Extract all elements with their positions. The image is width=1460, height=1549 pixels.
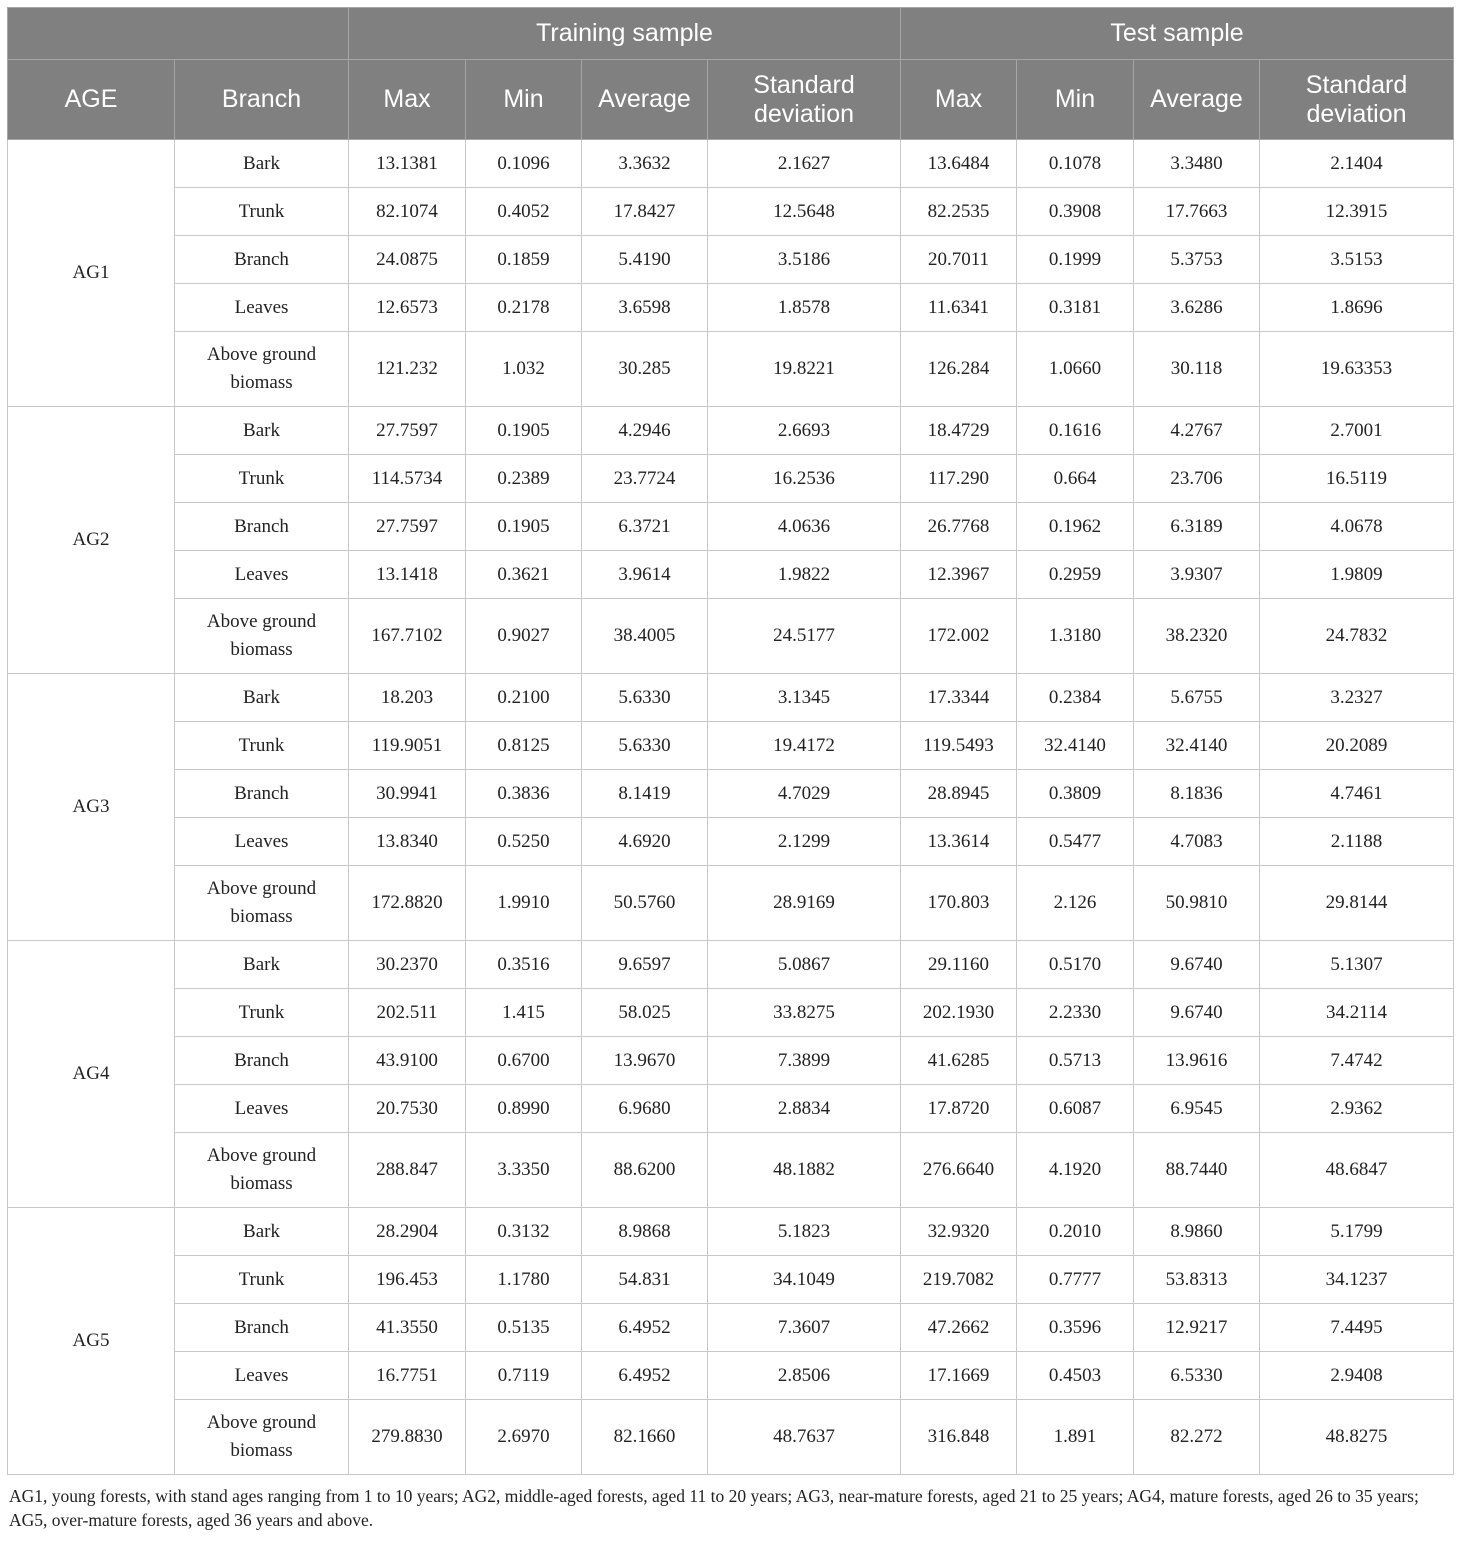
test-max-cell: 119.5493 xyxy=(901,722,1017,770)
train-sd-cell: 5.0867 xyxy=(708,941,901,989)
train-min-cell: 0.3621 xyxy=(466,551,582,599)
train-average-cell: 58.025 xyxy=(582,989,708,1037)
age-group-cell: AG4 xyxy=(8,941,175,1208)
test-sd-cell: 12.3915 xyxy=(1260,188,1454,236)
train-min-cell: 0.3132 xyxy=(466,1208,582,1256)
table-row xyxy=(8,599,1454,674)
header-test-sample: Test sample xyxy=(901,8,1454,60)
table-row xyxy=(8,140,1454,188)
test-max-cell: 172.002 xyxy=(901,599,1017,674)
test-min-cell: 1.891 xyxy=(1017,1400,1134,1475)
train-min-cell: 0.1905 xyxy=(466,503,582,551)
train-average-cell: 4.6920 xyxy=(582,818,708,866)
test-max-cell: 276.6640 xyxy=(901,1133,1017,1208)
train-sd-cell: 3.5186 xyxy=(708,236,901,284)
branch-cell: Bark xyxy=(175,407,349,455)
train-max-cell: 41.3550 xyxy=(349,1304,466,1352)
train-sd-cell: 2.1627 xyxy=(708,140,901,188)
age-group-cell: AG2 xyxy=(8,407,175,674)
train-min-cell: 1.9910 xyxy=(466,866,582,941)
train-average-cell: 54.831 xyxy=(582,1256,708,1304)
table-row xyxy=(8,1256,1454,1304)
header-test-min: Min xyxy=(1017,60,1134,140)
test-average-cell: 50.9810 xyxy=(1134,866,1260,941)
train-min-cell: 0.5135 xyxy=(466,1304,582,1352)
test-sd-cell: 34.2114 xyxy=(1260,989,1454,1037)
header-row-columns xyxy=(8,60,1454,140)
train-average-cell: 88.6200 xyxy=(582,1133,708,1208)
test-average-cell: 30.118 xyxy=(1134,332,1260,407)
branch-cell: Bark xyxy=(175,1208,349,1256)
train-max-cell: 196.453 xyxy=(349,1256,466,1304)
train-average-cell: 50.5760 xyxy=(582,866,708,941)
test-min-cell: 0.1962 xyxy=(1017,503,1134,551)
test-sd-cell: 2.9408 xyxy=(1260,1352,1454,1400)
branch-cell: Trunk xyxy=(175,1256,349,1304)
header-blank-cell xyxy=(8,8,349,60)
test-max-cell: 316.848 xyxy=(901,1400,1017,1475)
train-sd-cell: 1.9822 xyxy=(708,551,901,599)
train-average-cell: 17.8427 xyxy=(582,188,708,236)
age-group-cell: AG3 xyxy=(8,674,175,941)
branch-cell: Trunk xyxy=(175,455,349,503)
train-min-cell: 0.7119 xyxy=(466,1352,582,1400)
table-row xyxy=(8,1133,1454,1208)
table-row xyxy=(8,503,1454,551)
test-max-cell: 17.3344 xyxy=(901,674,1017,722)
train-min-cell: 0.9027 xyxy=(466,599,582,674)
branch-cell: Leaves xyxy=(175,1085,349,1133)
test-average-cell: 38.2320 xyxy=(1134,599,1260,674)
test-average-cell: 82.272 xyxy=(1134,1400,1260,1475)
train-max-cell: 172.8820 xyxy=(349,866,466,941)
header-row-groups xyxy=(8,8,1454,60)
branch-cell: Leaves xyxy=(175,818,349,866)
test-min-cell: 1.3180 xyxy=(1017,599,1134,674)
train-sd-cell: 48.1882 xyxy=(708,1133,901,1208)
table-row xyxy=(8,866,1454,941)
test-average-cell: 13.9616 xyxy=(1134,1037,1260,1085)
train-min-cell: 3.3350 xyxy=(466,1133,582,1208)
train-min-cell: 1.415 xyxy=(466,989,582,1037)
test-average-cell: 32.4140 xyxy=(1134,722,1260,770)
test-average-cell: 6.3189 xyxy=(1134,503,1260,551)
branch-cell: Branch xyxy=(175,1304,349,1352)
test-average-cell: 5.3753 xyxy=(1134,236,1260,284)
test-average-cell: 9.6740 xyxy=(1134,941,1260,989)
test-average-cell: 6.9545 xyxy=(1134,1085,1260,1133)
test-max-cell: 82.2535 xyxy=(901,188,1017,236)
test-max-cell: 18.4729 xyxy=(901,407,1017,455)
train-sd-cell: 4.0636 xyxy=(708,503,901,551)
train-min-cell: 0.2100 xyxy=(466,674,582,722)
train-average-cell: 6.4952 xyxy=(582,1352,708,1400)
test-sd-cell: 3.2327 xyxy=(1260,674,1454,722)
train-average-cell: 5.6330 xyxy=(582,674,708,722)
train-max-cell: 43.9100 xyxy=(349,1037,466,1085)
train-sd-cell: 7.3607 xyxy=(708,1304,901,1352)
train-average-cell: 8.9868 xyxy=(582,1208,708,1256)
train-sd-cell: 4.7029 xyxy=(708,770,901,818)
header-age: AGE xyxy=(8,60,175,140)
test-min-cell: 0.2010 xyxy=(1017,1208,1134,1256)
table-header xyxy=(8,8,1454,140)
table-row xyxy=(8,1400,1454,1475)
age-group-cell: AG5 xyxy=(8,1208,175,1475)
test-average-cell: 12.9217 xyxy=(1134,1304,1260,1352)
table-footnote: AG1, young forests, with stand ages ranging from 1 to 10 years; AG2, middle-aged forests, aged 11 to 20 years; AG3, near-mature forests, aged 21 to 25 years; AG4, mature forests, aged 26 to 35 years; AG5, over-mature forests, aged 36 years and above. xyxy=(9,1486,1419,1530)
train-min-cell: 0.1905 xyxy=(466,407,582,455)
test-average-cell: 8.1836 xyxy=(1134,770,1260,818)
table-container xyxy=(7,7,1453,1532)
test-average-cell: 8.9860 xyxy=(1134,1208,1260,1256)
biomass-statistics-table xyxy=(7,7,1454,1475)
table-row xyxy=(8,407,1454,455)
train-max-cell: 12.6573 xyxy=(349,284,466,332)
test-average-cell: 3.9307 xyxy=(1134,551,1260,599)
train-max-cell: 28.2904 xyxy=(349,1208,466,1256)
test-min-cell: 32.4140 xyxy=(1017,722,1134,770)
age-group-cell: AG1 xyxy=(8,140,175,407)
test-sd-cell: 2.7001 xyxy=(1260,407,1454,455)
test-min-cell: 0.6087 xyxy=(1017,1085,1134,1133)
test-min-cell: 0.3596 xyxy=(1017,1304,1134,1352)
test-max-cell: 13.6484 xyxy=(901,140,1017,188)
train-min-cell: 0.3516 xyxy=(466,941,582,989)
train-min-cell: 0.8125 xyxy=(466,722,582,770)
train-min-cell: 0.6700 xyxy=(466,1037,582,1085)
table-row xyxy=(8,188,1454,236)
test-min-cell: 0.4503 xyxy=(1017,1352,1134,1400)
test-max-cell: 29.1160 xyxy=(901,941,1017,989)
test-min-cell: 0.5713 xyxy=(1017,1037,1134,1085)
train-min-cell: 0.2178 xyxy=(466,284,582,332)
test-max-cell: 11.6341 xyxy=(901,284,1017,332)
branch-cell: Bark xyxy=(175,140,349,188)
test-average-cell: 4.2767 xyxy=(1134,407,1260,455)
train-sd-cell: 12.5648 xyxy=(708,188,901,236)
train-sd-cell: 24.5177 xyxy=(708,599,901,674)
test-max-cell: 13.3614 xyxy=(901,818,1017,866)
test-min-cell: 4.1920 xyxy=(1017,1133,1134,1208)
test-min-cell: 0.3181 xyxy=(1017,284,1134,332)
table-row xyxy=(8,284,1454,332)
branch-cell: Branch xyxy=(175,1037,349,1085)
branch-cell: Above ground biomass xyxy=(175,1133,349,1208)
train-sd-cell: 2.6693 xyxy=(708,407,901,455)
test-max-cell: 32.9320 xyxy=(901,1208,1017,1256)
train-sd-cell: 2.1299 xyxy=(708,818,901,866)
train-average-cell: 6.3721 xyxy=(582,503,708,551)
test-min-cell: 0.3908 xyxy=(1017,188,1134,236)
test-min-cell: 2.2330 xyxy=(1017,989,1134,1037)
test-sd-cell: 3.5153 xyxy=(1260,236,1454,284)
train-max-cell: 119.9051 xyxy=(349,722,466,770)
table-row xyxy=(8,332,1454,407)
header-training-sample: Training sample xyxy=(349,8,901,60)
table-row xyxy=(8,674,1454,722)
train-average-cell: 6.4952 xyxy=(582,1304,708,1352)
train-sd-cell: 16.2536 xyxy=(708,455,901,503)
branch-cell: Branch xyxy=(175,770,349,818)
test-max-cell: 17.1669 xyxy=(901,1352,1017,1400)
train-min-cell: 0.4052 xyxy=(466,188,582,236)
train-max-cell: 13.8340 xyxy=(349,818,466,866)
train-sd-cell: 48.7637 xyxy=(708,1400,901,1475)
train-average-cell: 5.4190 xyxy=(582,236,708,284)
test-sd-cell: 7.4742 xyxy=(1260,1037,1454,1085)
test-sd-cell: 29.8144 xyxy=(1260,866,1454,941)
test-sd-cell: 4.7461 xyxy=(1260,770,1454,818)
test-sd-cell: 2.1404 xyxy=(1260,140,1454,188)
header-test-max: Max xyxy=(901,60,1017,140)
header-branch: Branch xyxy=(175,60,349,140)
test-min-cell: 0.1078 xyxy=(1017,140,1134,188)
test-min-cell: 0.1616 xyxy=(1017,407,1134,455)
train-min-cell: 2.6970 xyxy=(466,1400,582,1475)
train-average-cell: 3.9614 xyxy=(582,551,708,599)
train-max-cell: 13.1418 xyxy=(349,551,466,599)
table-row xyxy=(8,770,1454,818)
train-sd-cell: 5.1823 xyxy=(708,1208,901,1256)
train-sd-cell: 2.8506 xyxy=(708,1352,901,1400)
train-average-cell: 3.3632 xyxy=(582,140,708,188)
test-max-cell: 28.8945 xyxy=(901,770,1017,818)
train-max-cell: 82.1074 xyxy=(349,188,466,236)
train-sd-cell: 1.8578 xyxy=(708,284,901,332)
test-average-cell: 6.5330 xyxy=(1134,1352,1260,1400)
test-min-cell: 1.0660 xyxy=(1017,332,1134,407)
test-sd-cell: 34.1237 xyxy=(1260,1256,1454,1304)
train-average-cell: 38.4005 xyxy=(582,599,708,674)
train-sd-cell: 28.9169 xyxy=(708,866,901,941)
train-max-cell: 18.203 xyxy=(349,674,466,722)
train-min-cell: 1.032 xyxy=(466,332,582,407)
table-body xyxy=(8,140,1454,1475)
train-sd-cell: 2.8834 xyxy=(708,1085,901,1133)
test-max-cell: 26.7768 xyxy=(901,503,1017,551)
train-average-cell: 3.6598 xyxy=(582,284,708,332)
test-sd-cell: 24.7832 xyxy=(1260,599,1454,674)
test-max-cell: 47.2662 xyxy=(901,1304,1017,1352)
train-max-cell: 20.7530 xyxy=(349,1085,466,1133)
branch-cell: Trunk xyxy=(175,188,349,236)
header-train-sd: Standard deviation xyxy=(708,60,901,140)
test-min-cell: 0.7777 xyxy=(1017,1256,1134,1304)
train-max-cell: 13.1381 xyxy=(349,140,466,188)
train-max-cell: 288.847 xyxy=(349,1133,466,1208)
header-train-min: Min xyxy=(466,60,582,140)
test-sd-cell: 20.2089 xyxy=(1260,722,1454,770)
branch-cell: Above ground biomass xyxy=(175,1400,349,1475)
test-min-cell: 0.3809 xyxy=(1017,770,1134,818)
branch-cell: Leaves xyxy=(175,284,349,332)
train-max-cell: 202.511 xyxy=(349,989,466,1037)
test-average-cell: 53.8313 xyxy=(1134,1256,1260,1304)
branch-cell: Above ground biomass xyxy=(175,332,349,407)
test-average-cell: 3.6286 xyxy=(1134,284,1260,332)
test-min-cell: 0.5477 xyxy=(1017,818,1134,866)
table-row xyxy=(8,1352,1454,1400)
test-average-cell: 88.7440 xyxy=(1134,1133,1260,1208)
train-min-cell: 0.1859 xyxy=(466,236,582,284)
test-max-cell: 219.7082 xyxy=(901,1256,1017,1304)
train-min-cell: 1.1780 xyxy=(466,1256,582,1304)
test-min-cell: 0.5170 xyxy=(1017,941,1134,989)
branch-cell: Branch xyxy=(175,503,349,551)
train-max-cell: 279.8830 xyxy=(349,1400,466,1475)
train-max-cell: 121.232 xyxy=(349,332,466,407)
branch-cell: Leaves xyxy=(175,551,349,599)
train-max-cell: 30.2370 xyxy=(349,941,466,989)
test-max-cell: 202.1930 xyxy=(901,989,1017,1037)
branch-cell: Above ground biomass xyxy=(175,866,349,941)
table-row xyxy=(8,989,1454,1037)
branch-cell: Above ground biomass xyxy=(175,599,349,674)
test-sd-cell: 48.8275 xyxy=(1260,1400,1454,1475)
table-row xyxy=(8,1037,1454,1085)
train-sd-cell: 34.1049 xyxy=(708,1256,901,1304)
train-average-cell: 9.6597 xyxy=(582,941,708,989)
branch-cell: Branch xyxy=(175,236,349,284)
train-max-cell: 27.7597 xyxy=(349,503,466,551)
test-max-cell: 126.284 xyxy=(901,332,1017,407)
test-min-cell: 2.126 xyxy=(1017,866,1134,941)
table-row xyxy=(8,1208,1454,1256)
test-sd-cell: 19.63353 xyxy=(1260,332,1454,407)
header-test-average: Average xyxy=(1134,60,1260,140)
test-min-cell: 0.664 xyxy=(1017,455,1134,503)
train-max-cell: 24.0875 xyxy=(349,236,466,284)
train-sd-cell: 19.4172 xyxy=(708,722,901,770)
test-sd-cell: 1.8696 xyxy=(1260,284,1454,332)
branch-cell: Bark xyxy=(175,941,349,989)
header-test-sd: Standard deviation xyxy=(1260,60,1454,140)
train-average-cell: 13.9670 xyxy=(582,1037,708,1085)
table-row xyxy=(8,941,1454,989)
test-average-cell: 23.706 xyxy=(1134,455,1260,503)
train-sd-cell: 19.8221 xyxy=(708,332,901,407)
train-sd-cell: 7.3899 xyxy=(708,1037,901,1085)
test-sd-cell: 4.0678 xyxy=(1260,503,1454,551)
test-average-cell: 5.6755 xyxy=(1134,674,1260,722)
train-average-cell: 23.7724 xyxy=(582,455,708,503)
train-sd-cell: 33.8275 xyxy=(708,989,901,1037)
test-average-cell: 9.6740 xyxy=(1134,989,1260,1037)
test-max-cell: 12.3967 xyxy=(901,551,1017,599)
test-max-cell: 17.8720 xyxy=(901,1085,1017,1133)
test-sd-cell: 2.1188 xyxy=(1260,818,1454,866)
train-max-cell: 16.7751 xyxy=(349,1352,466,1400)
table-row xyxy=(8,818,1454,866)
train-min-cell: 0.1096 xyxy=(466,140,582,188)
train-max-cell: 114.5734 xyxy=(349,455,466,503)
train-max-cell: 27.7597 xyxy=(349,407,466,455)
branch-cell: Leaves xyxy=(175,1352,349,1400)
train-max-cell: 167.7102 xyxy=(349,599,466,674)
train-min-cell: 0.3836 xyxy=(466,770,582,818)
train-average-cell: 8.1419 xyxy=(582,770,708,818)
header-train-average: Average xyxy=(582,60,708,140)
test-min-cell: 0.1999 xyxy=(1017,236,1134,284)
test-sd-cell: 5.1307 xyxy=(1260,941,1454,989)
branch-cell: Trunk xyxy=(175,989,349,1037)
train-min-cell: 0.8990 xyxy=(466,1085,582,1133)
header-train-max: Max xyxy=(349,60,466,140)
test-average-cell: 3.3480 xyxy=(1134,140,1260,188)
test-max-cell: 20.7011 xyxy=(901,236,1017,284)
train-average-cell: 5.6330 xyxy=(582,722,708,770)
table-row xyxy=(8,455,1454,503)
test-min-cell: 0.2959 xyxy=(1017,551,1134,599)
table-row xyxy=(8,236,1454,284)
table-row xyxy=(8,551,1454,599)
train-average-cell: 6.9680 xyxy=(582,1085,708,1133)
train-average-cell: 30.285 xyxy=(582,332,708,407)
test-sd-cell: 2.9362 xyxy=(1260,1085,1454,1133)
train-average-cell: 4.2946 xyxy=(582,407,708,455)
test-max-cell: 41.6285 xyxy=(901,1037,1017,1085)
table-row xyxy=(8,1304,1454,1352)
train-max-cell: 30.9941 xyxy=(349,770,466,818)
train-min-cell: 0.2389 xyxy=(466,455,582,503)
train-sd-cell: 3.1345 xyxy=(708,674,901,722)
table-row xyxy=(8,722,1454,770)
test-sd-cell: 16.5119 xyxy=(1260,455,1454,503)
train-average-cell: 82.1660 xyxy=(582,1400,708,1475)
test-min-cell: 0.2384 xyxy=(1017,674,1134,722)
test-sd-cell: 5.1799 xyxy=(1260,1208,1454,1256)
branch-cell: Trunk xyxy=(175,722,349,770)
test-sd-cell: 1.9809 xyxy=(1260,551,1454,599)
train-min-cell: 0.5250 xyxy=(466,818,582,866)
table-row xyxy=(8,1085,1454,1133)
test-sd-cell: 7.4495 xyxy=(1260,1304,1454,1352)
test-max-cell: 170.803 xyxy=(901,866,1017,941)
test-max-cell: 117.290 xyxy=(901,455,1017,503)
branch-cell: Bark xyxy=(175,674,349,722)
test-average-cell: 17.7663 xyxy=(1134,188,1260,236)
test-sd-cell: 48.6847 xyxy=(1260,1133,1454,1208)
test-average-cell: 4.7083 xyxy=(1134,818,1260,866)
